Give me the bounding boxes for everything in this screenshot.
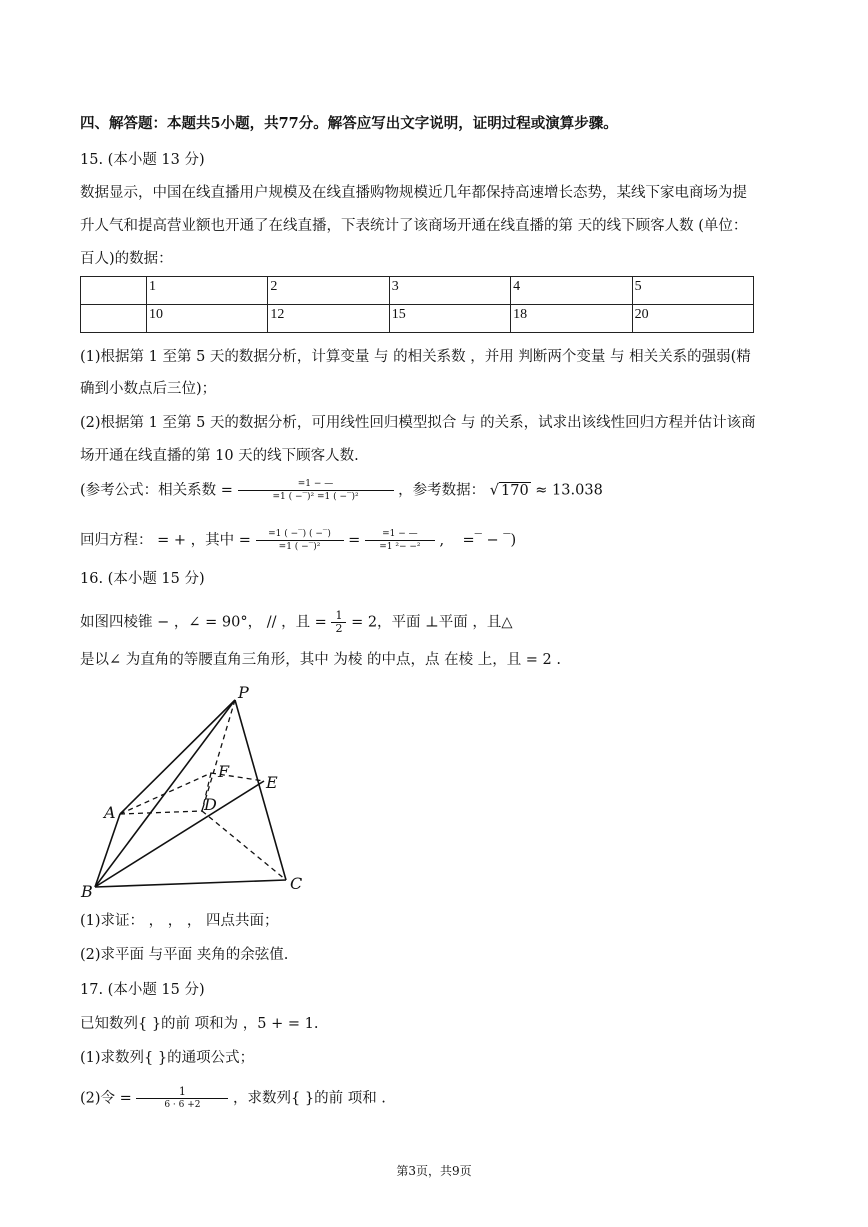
- table-cell: 15: [389, 305, 510, 333]
- q15-data-table: [80, 276, 754, 333]
- table-cell: 12: [268, 305, 389, 333]
- q17-part2: [80, 1086, 386, 1111]
- edge-dc: [202, 811, 286, 880]
- label-f: F: [218, 762, 230, 781]
- page-footer: 第3页，共9页: [396, 1164, 472, 1178]
- label-d: D: [204, 795, 217, 814]
- slope-fraction-1: [256, 528, 344, 553]
- q17-part1: (1)求数列{ }的通项公式；: [80, 1050, 255, 1066]
- fraction-numerator: 1: [331, 610, 346, 623]
- bn-fraction: [136, 1086, 228, 1111]
- q16-header: 16. (本小题 15 分): [80, 571, 205, 587]
- table-row: [81, 305, 754, 333]
- reg-label: 回归方程： = + ，其中 =: [80, 532, 251, 549]
- q17-part2-a: (2)令 =: [80, 1090, 132, 1107]
- label-a: A: [104, 803, 116, 822]
- q15-intro-line-2: 升人气和提高营业额也开通了在线直播，下表统计了该商场开通在线直播的第 天的线下顾客人数 (单位：: [80, 218, 748, 234]
- q15-part1-line-a: (1)根据第 1 至第 5 天的数据分析，计算变量 与 的相关系数 ，并用 判断两个变量 与 相关关系的强弱(精: [80, 349, 751, 365]
- pyramid-figure: [78, 684, 318, 904]
- ref-data-label: ，参考数据：: [398, 482, 486, 499]
- q16-part1: (1)求证： ， ， ， 四点共面；: [80, 913, 279, 929]
- edge-pa: [120, 700, 235, 814]
- table-cell: 5: [632, 277, 753, 305]
- table-cell: [81, 277, 147, 305]
- fraction-denominator: =1 ( −‾)²: [278, 542, 321, 552]
- edge-bc: [95, 880, 286, 887]
- ref-label: (参考公式：相关系数 =: [80, 482, 233, 499]
- intercept-formula: =‾ − ‾): [462, 532, 517, 549]
- label-p: P: [238, 684, 249, 702]
- table-cell: 18: [511, 305, 632, 333]
- q17-line-1: 已知数列{ }的前 项和为 ，5 + = 1.: [80, 1016, 319, 1032]
- q16-line-1: [80, 610, 513, 635]
- edge-ad: [120, 811, 202, 814]
- edge-be: [95, 781, 264, 887]
- q15-intro-line-3: 百人)的数据：: [80, 251, 173, 267]
- table-cell: 4: [511, 277, 632, 305]
- q16-line-2: 是以∠ 为直角的等腰直角三角形，其中 为棱 的中点，点 在棱 上，且 = 2 .: [80, 652, 562, 668]
- q15-intro-line-1: 数据显示，中国在线直播用户规模及在线直播购物规模近几年都保持高速增长态势，某线下家电商场为提: [80, 185, 747, 201]
- fraction-numerator: =1 ( −‾) ( −‾): [256, 528, 344, 541]
- edge-af: [120, 773, 211, 814]
- slope-fraction-2: [365, 528, 435, 553]
- fraction-denominator: 6 · 6 +2: [164, 1100, 201, 1110]
- sqrt-value: 170: [501, 482, 529, 499]
- table-cell: 20: [632, 305, 753, 333]
- q16-line-1-b: = 2，平面 ⊥平面 ，且△: [351, 614, 513, 631]
- fraction-numerator: =1 − —: [365, 528, 435, 541]
- label-e: E: [266, 773, 278, 792]
- label-c: C: [290, 874, 303, 893]
- fraction-numerator: 1: [136, 1086, 228, 1099]
- ref-approx: ≈ 13.038: [535, 482, 603, 499]
- half-fraction: [331, 610, 346, 635]
- q15-part1-line-b: 确到小数点后三位)；: [80, 381, 217, 397]
- table-cell: 10: [147, 305, 268, 333]
- fraction-numerator: =1 − —: [238, 478, 394, 491]
- fraction-denominator: =1 ²− −²: [379, 542, 421, 552]
- table-row: [81, 277, 754, 305]
- q15-reference-formula: [80, 478, 603, 503]
- q15-part2-line-b: 场开通在线直播的第 10 天的线下顾客人数.: [80, 448, 359, 464]
- fraction-denominator: 2: [335, 622, 343, 635]
- q15-part2-line-a: (2)根据第 1 至第 5 天的数据分析，可用线性回归模型拟合 与 的关系，试求出该线性回归方程并估计该商: [80, 415, 756, 431]
- table-cell: 2: [268, 277, 389, 305]
- sqrt-icon: √: [489, 482, 499, 499]
- edge-ab: [95, 814, 120, 887]
- q17-header: 17. (本小题 15 分): [80, 982, 205, 998]
- equals-sign: =: [348, 532, 361, 549]
- table-cell: 3: [389, 277, 510, 305]
- q16-part2: (2)求平面 与平面 夹角的余弦值.: [80, 947, 289, 963]
- q16-line-1-a: 如图四棱锥 − ，∠ = 90°， // ，且 =: [80, 614, 327, 631]
- q15-regression-formula: [80, 528, 516, 553]
- correlation-fraction: [238, 478, 394, 503]
- table-cell: 1: [147, 277, 268, 305]
- q15-header: 15. (本小题 13 分): [80, 152, 205, 168]
- edge-pc: [235, 700, 286, 880]
- section-title: 四、解答题：本题共5小题，共77分。解答应写出文字说明，证明过程或演算步骤。: [80, 115, 618, 132]
- table-cell: [81, 305, 147, 333]
- reg-tail: ,: [439, 532, 463, 549]
- fraction-denominator: =1 ( −‾)² =1 ( −‾)²: [272, 492, 359, 502]
- label-b: B: [81, 882, 93, 901]
- q17-part2-b: ，求数列{ }的前 项和 .: [233, 1090, 386, 1107]
